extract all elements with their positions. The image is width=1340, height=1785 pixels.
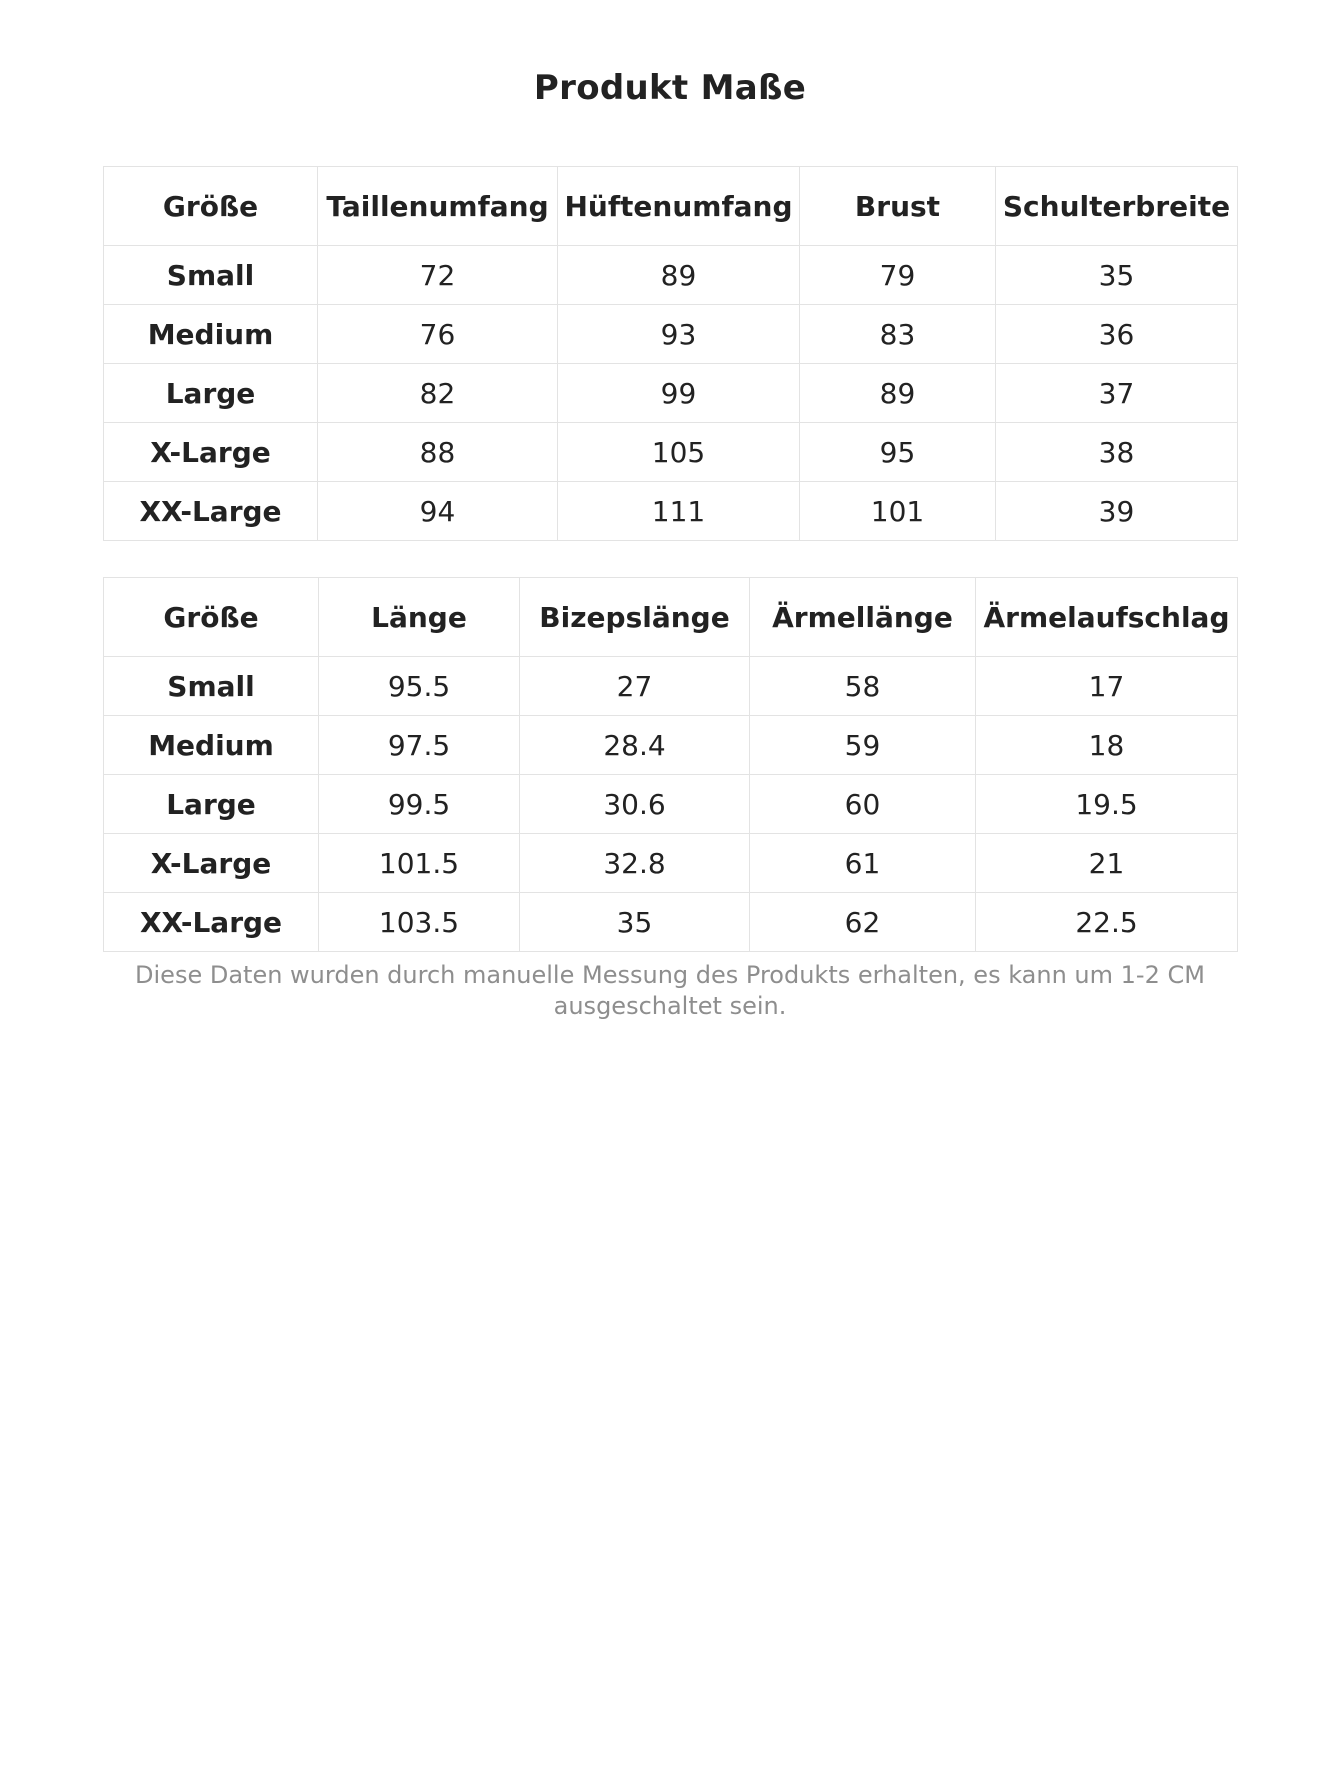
column-header-chest: Brust (800, 167, 996, 246)
table-cell: 59 (750, 716, 976, 775)
table-cell: 76 (318, 305, 558, 364)
table-row (104, 775, 1238, 834)
table-row (104, 834, 1238, 893)
table-row (104, 364, 1238, 423)
table-cell: 79 (800, 246, 996, 305)
table-cell: 32.8 (520, 834, 750, 893)
size-label: Large (104, 364, 318, 423)
table-cell: 101.5 (319, 834, 520, 893)
table-header-row (104, 578, 1238, 657)
table-cell: 72 (318, 246, 558, 305)
table-cell: 95 (800, 423, 996, 482)
table-row (104, 716, 1238, 775)
table-cell: 35 (996, 246, 1238, 305)
table-row (104, 305, 1238, 364)
table-cell: 62 (750, 893, 976, 952)
column-header-hip: Hüftenumfang (558, 167, 800, 246)
table-cell: 105 (558, 423, 800, 482)
size-label: X-Large (104, 834, 319, 893)
table-cell: 39 (996, 482, 1238, 541)
table-cell: 28.4 (520, 716, 750, 775)
table-cell: 21 (976, 834, 1238, 893)
table-cell: 101 (800, 482, 996, 541)
table-row (104, 423, 1238, 482)
table-cell: 58 (750, 657, 976, 716)
table-cell: 17 (976, 657, 1238, 716)
table-cell: 36 (996, 305, 1238, 364)
table-row (104, 246, 1238, 305)
table-row (104, 657, 1238, 716)
size-label: Small (104, 657, 319, 716)
table-cell: 18 (976, 716, 1238, 775)
size-label: XX-Large (104, 893, 319, 952)
table-cell: 27 (520, 657, 750, 716)
size-label: Large (104, 775, 319, 834)
column-header-length: Länge (319, 578, 520, 657)
table-cell: 93 (558, 305, 800, 364)
column-header-cuff: Ärmelaufschlag (976, 578, 1238, 657)
table-cell: 35 (520, 893, 750, 952)
size-label: Medium (104, 716, 319, 775)
table-row (104, 893, 1238, 952)
table-header-row (104, 167, 1238, 246)
table-cell: 22.5 (976, 893, 1238, 952)
table-cell: 95.5 (319, 657, 520, 716)
column-header-bicep-length: Bizepslänge (520, 578, 750, 657)
measurement-footnote: Diese Daten wurden durch manuelle Messung des Produkts erhalten, es kann um 1-2 CM ausgeschaltet sein. (135, 961, 1205, 1020)
page-title: Produkt Maße (533, 68, 807, 108)
table-cell: 99.5 (319, 775, 520, 834)
column-header-waist: Taillenumfang (318, 167, 558, 246)
table-cell: 30.6 (520, 775, 750, 834)
table-cell: 19.5 (976, 775, 1238, 834)
table-cell: 89 (800, 364, 996, 423)
table-cell: 97.5 (319, 716, 520, 775)
table-cell: 99 (558, 364, 800, 423)
size-label: Medium (104, 305, 318, 364)
table-row (104, 482, 1238, 541)
table-cell: 94 (318, 482, 558, 541)
size-table-body-measurements (103, 166, 1238, 541)
table-cell: 88 (318, 423, 558, 482)
size-label: Small (104, 246, 318, 305)
table-cell: 60 (750, 775, 976, 834)
table-cell: 103.5 (319, 893, 520, 952)
column-header-size: Größe (104, 578, 319, 657)
column-header-shoulder-width: Schulterbreite (996, 167, 1238, 246)
table-cell: 38 (996, 423, 1238, 482)
column-header-sleeve-length: Ärmellänge (750, 578, 976, 657)
table-cell: 61 (750, 834, 976, 893)
size-label: XX-Large (104, 482, 318, 541)
size-table-lengths (103, 577, 1238, 952)
table-cell: 37 (996, 364, 1238, 423)
table-cell: 89 (558, 246, 800, 305)
table-cell: 83 (800, 305, 996, 364)
table-cell: 82 (318, 364, 558, 423)
column-header-size: Größe (104, 167, 318, 246)
table-cell: 111 (558, 482, 800, 541)
size-label: X-Large (104, 423, 318, 482)
